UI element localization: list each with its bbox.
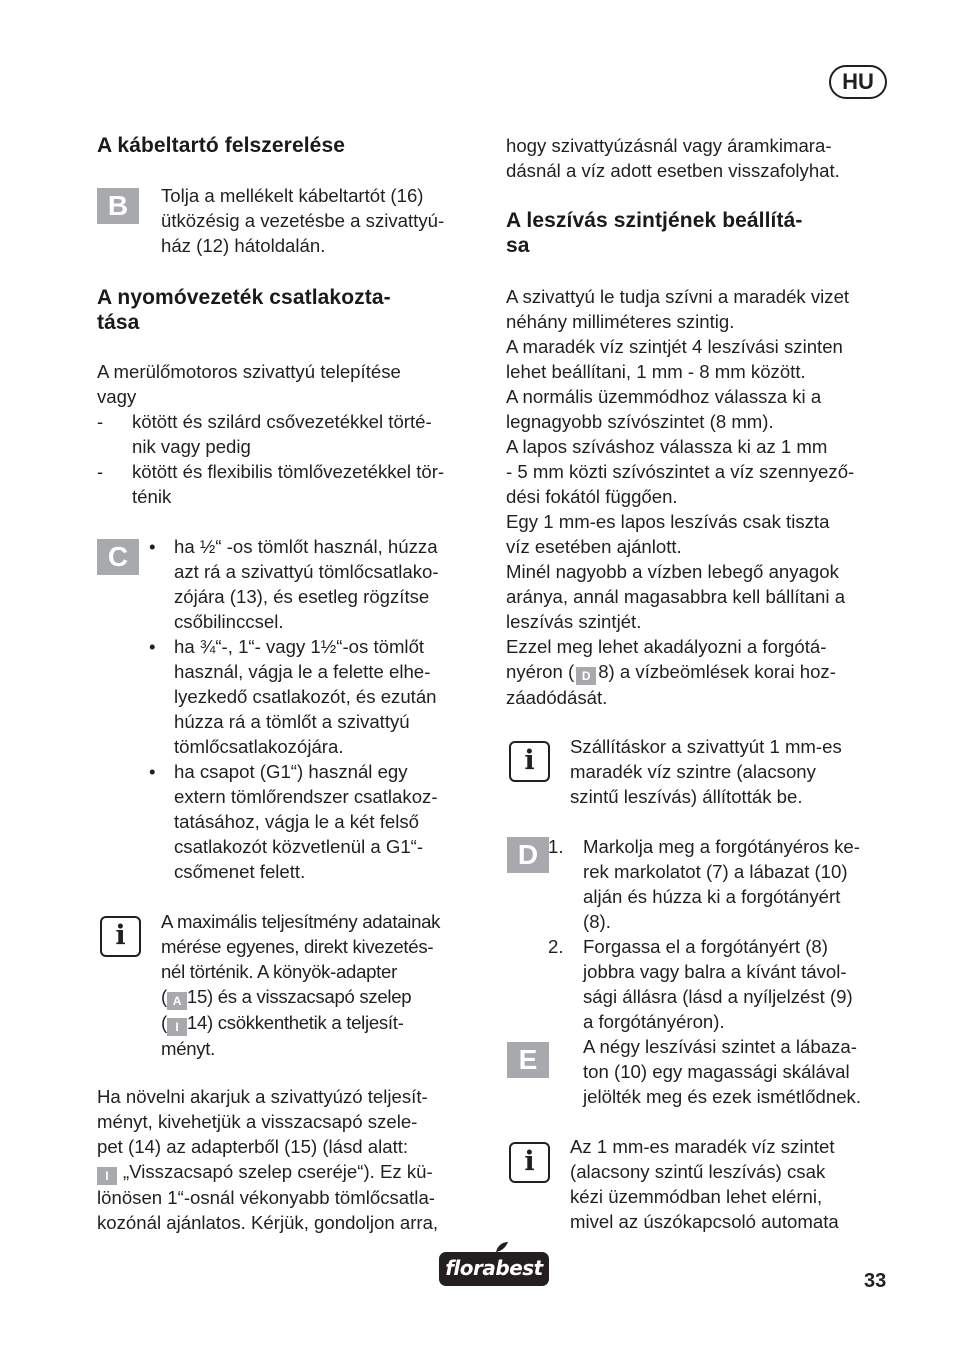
brand-logo: florabest bbox=[439, 1252, 549, 1286]
page-number: 33 bbox=[864, 1270, 887, 1292]
hose-bullets: • ha ½“ -os tömlőt használ, húzza azt rá a szivattyú tömlőcsatlako- zójára (13), és esetleg rögzítse csőbilinccsel. • ha ¾“-, 1“- vagy 1½“-os tömlőt használ, vágja le a felette elhe- lyezkedő csatlakozót, és ezután húzza rá a tömlőt a szivattyú tömlőcsatlakozójára. • ha csapot (G1“) használ egy extern tömlőrendszer csatlakoz- tatásához, vágja le a két felső csatlakozót közvetlenül a G1“- csőmenet felett. bbox=[149, 536, 439, 882]
figure-badge-c: C bbox=[97, 539, 139, 575]
list-item: • ha csapot (G1“) használ egy bbox=[149, 761, 408, 782]
section-title-suction-level: A leszívás szintjének beállítá- sa bbox=[506, 209, 803, 257]
section-title-cable-holder: A kábeltartó felszerelése bbox=[97, 134, 346, 157]
continued-text: hogy szivattyúzásnál vagy áramkimara- dásnál a víz adott esetben visszafolyhat. bbox=[506, 135, 840, 181]
figure-badge-e: E bbox=[507, 1042, 549, 1078]
list-item: • ha ¾“-, 1“- vagy 1½“-os tömlőt bbox=[149, 636, 425, 657]
performance-paragraph: Ha növelni akarjuk a szivattyúzó teljesít- ményt, kivehetjük a visszacsapó szele- pet (14) az adapterből (15) (lásd alatt: I „Visszacsapó szelep cseréje“). Ez kü- lönösen 1“-osnál vékonyabb tömlőcsatla- kozónál ajánlatos. Kérjük, gondoljon arra, bbox=[97, 1086, 439, 1233]
list-item: • ha ½“ -os tömlőt használ, húzza bbox=[149, 536, 438, 557]
suction-level-body: A szivattyú le tudja szívni a maradék vizet néhány milliméteres szintig. A maradék víz szintjét 4 leszívási szinten lehet beállítani, 1 mm - 8 mm között. A normális üzemmódhoz válassza ki a legnagyobb szívószintet (8 mm). A lapos szíváshoz válassza ki az 1 mm - 5 mm közti szívószintet a víz szennyező- dési fokától függően. Egy 1 mm-es lapos leszívás csak tiszta víz esetében ajánlott. Minél nagyobb a vízben lebegő anyagok aránya, annál magasabbra kell bállítani a leszívás szintjét. Ezzel meg lehet akadályozni a forgótá- nyéron ( D 8) a vízbeömlések korai hoz- záadódását. bbox=[506, 286, 855, 708]
info-note-max-performance: A maximális teljesítmény adatainak mérése egyenes, direkt kivezetés- nél történik. A könyök-adapter ( A 15) és a visszacsapó szelep ( I 14) csökkenthetik a teljesít- ményt. bbox=[161, 911, 441, 1059]
list-item: - kötött és flexibilis tömlővezetékkel tör- bbox=[97, 461, 445, 482]
info-note-manual-mode: Az 1 mm-es maradék víz szintet (alacsony szintű leszívás) csak kézi üzemmódban lehet elérni, mivel az úszókapcsoló automata bbox=[570, 1136, 839, 1232]
list-item: - kötött és szilárd csővezetékkel törté- bbox=[97, 411, 432, 432]
figure-ref-badge: D bbox=[576, 667, 596, 685]
steps-list: 1. Markolja meg a forgótányéros ke- rek markolatot (7) a lábazat (10) alján és húzza ki a forgótányért (8). 2. Forgassa el a forgótányért (8) jobbra vagy balra a kívánt távol- sági állásra (lásd a nyíljelzést (9) a forgótányéron). A négy leszívási szintet a lábaza- ton (10) egy magassági skálával jelölték meg és ezek ismétlődnek. bbox=[548, 836, 862, 1107]
figure-badge-d: D bbox=[507, 837, 549, 873]
section-title-pressure-line: A nyomóvezeték csatlakozta- tása bbox=[97, 286, 391, 334]
info-icon: i bbox=[509, 1142, 550, 1183]
list-item: 1. Markolja meg a forgótányéros ke- bbox=[548, 836, 860, 857]
figure-ref-badge: I bbox=[97, 1167, 117, 1185]
figure-badge-b: B bbox=[97, 188, 139, 224]
figure-ref-badge: A bbox=[167, 992, 187, 1010]
info-note-factory-setting: Szállításkor a szivattyút 1 mm-es maradék víz szintre (alacsony szintű leszívás) állították be. bbox=[570, 736, 842, 807]
list-item: 2. Forgassa el a forgótányért (8) bbox=[548, 936, 828, 957]
info-icon: i bbox=[100, 916, 141, 957]
pressure-line-intro: A merülőmotoros szivattyú telepítése vagy - kötött és szilárd csővezetékkel törté- nik vagy pedig - kötött és flexibilis tömlővezetékkel tör- ténik bbox=[97, 359, 487, 509]
info-icon: i bbox=[509, 741, 550, 782]
language-badge: HU bbox=[829, 65, 887, 99]
cable-holder-text: Tolja a mellékelt kábeltartót (16) ütközésig a vezetésbe a szivattyú- ház (12) hátoldalán. bbox=[161, 185, 445, 256]
figure-ref-badge: I bbox=[167, 1018, 187, 1036]
